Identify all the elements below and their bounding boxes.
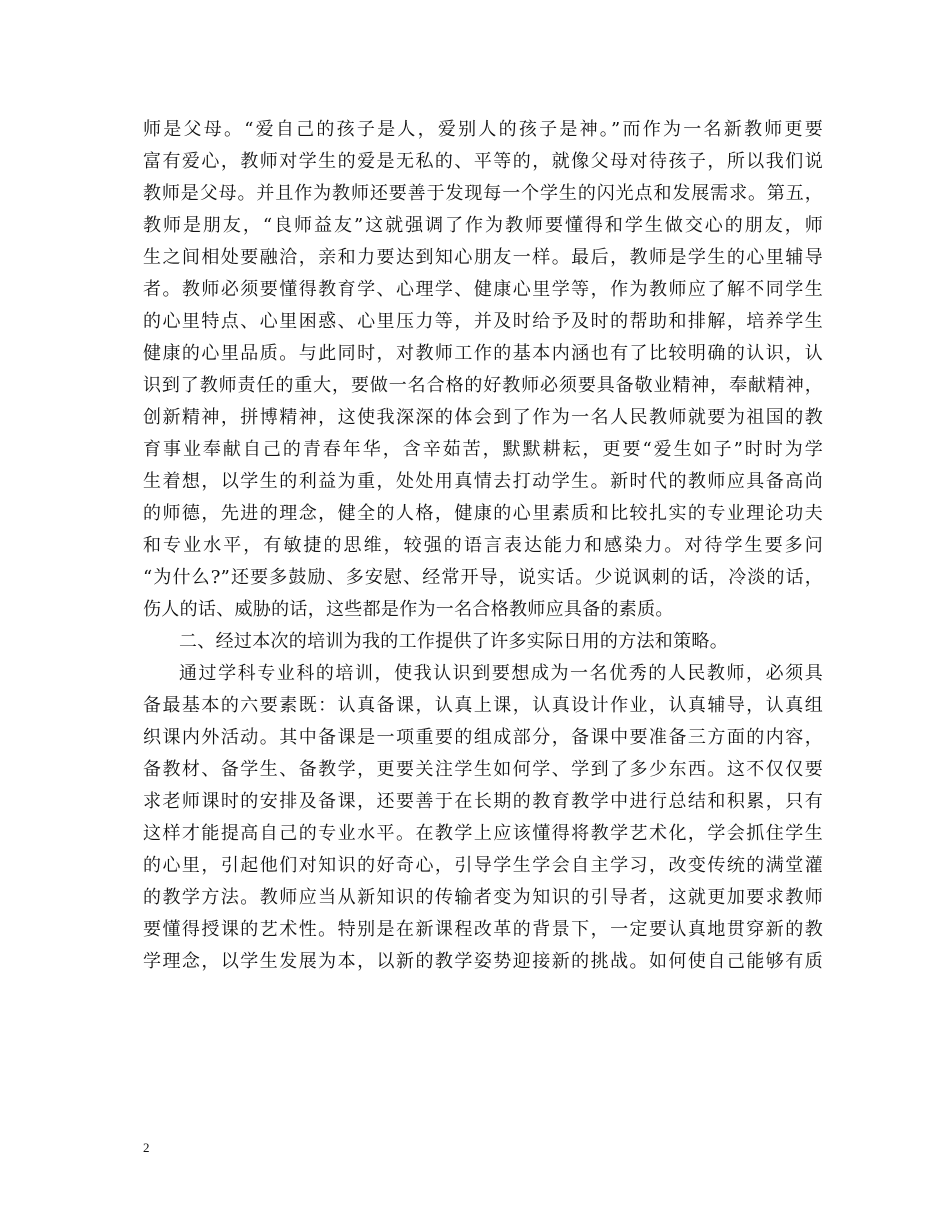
text-line: 求老师课时的安排及备课，还要善于在长期的教育教学中进行总结和积累，只有 — [143, 791, 823, 812]
text-line: 的心里特点、心里困惑、心里压力等，并及时给予及时的帮助和排解，培养学生 — [143, 311, 823, 332]
text-line: 识到了教师责任的重大，要做一名合格的好教师必须要具备敬业精神，奉献精神， — [143, 375, 823, 396]
text-line: 的心里，引起他们对知识的好奇心，引导学生学会自主学习，改变传统的满堂灌 — [143, 855, 823, 876]
text-line: 学理念，以学生发展为本，以新的教学姿势迎接新的挑战。如何使自己能够有质 — [143, 951, 823, 972]
text-line: 备最基本的六要素既：认真备课，认真上课，认真设计作业，认真辅导，认真组 — [143, 695, 823, 716]
text-line: 要懂得授课的艺术性。特别是在新课程改革的背景下，一定要认真地贯穿新的教 — [143, 919, 823, 940]
text-line: 织课内外活动。其中备课是一项重要的组成部分，备课中要准备三方面的内容， — [143, 727, 823, 748]
text-line: “为什么?”还要多鼓励、多安慰、经常开导，说实话。少说讽刺的话，冷淡的话， — [143, 567, 823, 588]
text-line: 伤人的话、威胁的话，这些都是作为一名合格教师应具备的素质。 — [143, 599, 674, 620]
text-line: 富有爱心，教师对学生的爱是无私的、平等的，就像父母对待孩子，所以我们说 — [143, 151, 823, 172]
text-line: 生之间相处要融洽，亲和力要达到知心朋友一样。最后，教师是学生的心里辅导 — [143, 247, 823, 268]
text-line: 健康的心里品质。与此同时，对教师工作的基本内涵也有了比较明确的认识，认 — [143, 343, 823, 364]
body-text — [143, 114, 823, 978]
text-line: 备教材、备学生、备教学，更要关注学生如何学、学到了多少东西。这不仅仅要 — [143, 759, 823, 780]
text-line: 教师是朋友，“良师益友”这就强调了作为教师要懂得和学生做交心的朋友，师 — [143, 215, 823, 236]
text-line: 这样才能提高自己的专业水平。在教学上应该懂得将教学艺术化，学会抓住学生 — [143, 823, 823, 844]
text-line: 创新精神，拼博精神，这使我深深的体会到了作为一名人民教师就要为祖国的教 — [143, 407, 823, 428]
text-line: 的教学方法。教师应当从新知识的传输者变为知识的引导者，这就更加要求教师 — [143, 887, 823, 908]
text-line: 育事业奉献自己的青春年华，含辛茹苦，默默耕耘，更要“爱生如子”时时为学 — [143, 439, 823, 460]
page-number: 2 — [143, 1140, 150, 1155]
text-line: 师是父母。“爱自己的孩子是人，爱别人的孩子是神。”而作为一名新教师更要 — [143, 119, 823, 140]
text-line: 者。教师必须要懂得教育学、心理学、健康心里学等，作为教师应了解不同学生 — [143, 279, 823, 300]
section-heading: 二、经过本次的培训为我的工作提供了许多实际日用的方法和策略。 — [179, 631, 728, 652]
text-line: 教师是父母。并且作为教师还要善于发现每一个学生的闪光点和发展需求。第五， — [143, 183, 823, 204]
text-line: 生着想，以学生的利益为重，处处用真情去打动学生。新时代的教师应具备高尚 — [143, 471, 823, 492]
text-line: 的师德，先进的理念，健全的人格，健康的心里素质和比较扎实的专业理论功夫 — [143, 503, 823, 524]
text-line: 和专业水平，有敏捷的思维，较强的语言表达能力和感染力。对待学生要多问 — [143, 535, 823, 556]
text-line: 通过学科专业科的培训，使我认识到要想成为一名优秀的人民教师，必须具 — [179, 663, 823, 684]
